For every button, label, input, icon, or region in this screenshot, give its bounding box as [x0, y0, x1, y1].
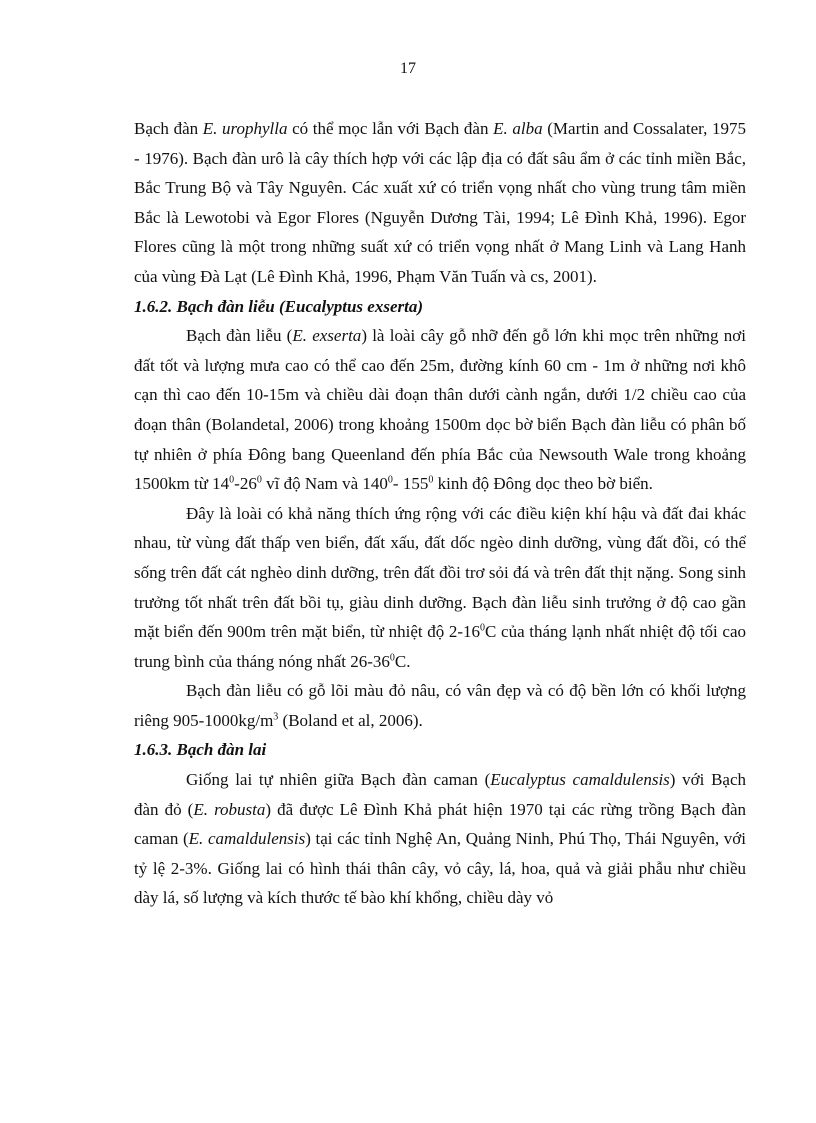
paragraph-exserta-description: Bạch đàn liễu (E. exserta) là loài cây gỗ nhỡ đến gỗ lớn khi mọc trên những nơi đất tốt và lượng mưa cao có thể cao đến 25m, đường kính 60 cm - 1m ở những nơi khô cạn thì cao đến 10-15m và chiều dài đoạn thân dưới cành ngắn, dưới 1/2 chiều cao của đoạn thân (Bolandetal, 2006) trong khoảng 1500m dọc bờ biển Bạch đàn liễu có phân bố tự nhiên ở phía Đông bang Queenland đến phía Bắc của Newsouth Wale trong khoảng 1500km từ $14^0-26^0$ vĩ độ Nam và $140^0-$ $155^0$ kinh độ Đông dọc theo bờ biển.	[134, 326, 746, 494]
paragraph-exserta-adaptation: Đây là loài có khả năng thích ứng rộng với các điều kiện khí hậu và đất đai khác nhau, từ vùng đất thấp ven biển, đất xấu, đất dốc ngèo dinh dưỡng, vùng đất đồi, có thể sống trên đất cát nghèo dinh dưỡng, trên đất đồi trơ sỏi đá và trên đất thịt nặng. Song sinh trưởng tốt nhất trên đất bồi tụ, giàu dinh dưỡng. Bạch đàn liễu sinh trưởng ở độ cao gần mặt biển đến 900m trên mặt biển, từ nhiệt độ $2-16^0C$ của tháng lạnh nhất nhiệt độ tối cao trung bình của tháng nóng nhất $26-36^0C$.	[134, 503, 746, 671]
section-heading-1-6-2: 1.6.2. Bạch đàn liễu (Eucalyptus exserta)	[134, 296, 424, 316]
section-heading-1-6-3: 1.6.3. Bạch đàn lai	[134, 740, 267, 760]
page-number: 17	[400, 60, 416, 77]
page-body	[134, 114, 746, 913]
paragraph-urophylla: Bạch đàn E. urophylla có thể mọc lẫn với Bạch đàn E. alba (Martin and Cossalater, 1975 - 1976). Bạch đàn urô là cây thích hợp với các lập địa có đất sâu ẩm ở các tỉnh miền Bắc, Bắc Trung Bộ và Tây Nguyên. Các xuất xứ có triển vọng nhất cho vùng trung tâm miền Bắc là Lewotobi và Egor Flores (Nguyễn Dương Tài, 1994; Lê Đình Khả, 1996). Egor Flores cũng là một trong những suất xứ có triển vọng nhất ở Mang Linh và Lang Hanh của vùng Đà Lạt (Lê Đình Khả, 1996, Phạm Văn Tuấn và cs, 2001).	[134, 119, 746, 286]
paragraph-exserta-wood: Bạch đàn liễu có gỗ lõi màu đỏ nâu, có vân đẹp và có độ bền lớn có khối lượng riêng $905-1000kg/m^3$ (Boland et al, 2006).	[134, 681, 746, 730]
paragraph-hybrid: Giống lai tự nhiên giữa Bạch đàn caman (Eucalyptus camaldulensis) với Bạch đàn đỏ (E. robusta) đã được Lê Đình Khả phát hiện 1970 tại các rừng trồng Bạch đàn caman (E. camaldulensis) tại các tỉnh Nghệ An, Quảng Ninh, Phú Thọ, Thái Nguyên, với tỷ lệ 2-3%. Giống lai có hình thái thân cây, vỏ cây, lá, hoa, quả và giải phẫu như chiều dày lá, số lượng và kích thước tế bào khí khổng, chiều dày vỏ	[134, 770, 746, 908]
